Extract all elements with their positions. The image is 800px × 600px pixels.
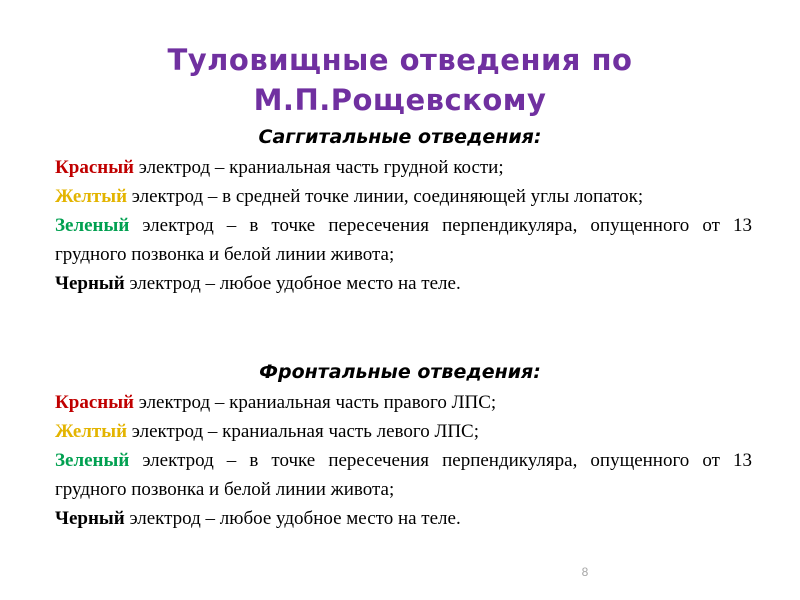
- frontal-item-black: [55, 504, 752, 533]
- item-text: электрод – в точке пересечения перпендикуляра, опущенного от 13 грудного позвонка и белой линии живота;: [55, 215, 752, 265]
- black-electrode-label: Черный: [55, 273, 125, 294]
- slide-title-line-1: Туловищные отведения по: [167, 43, 633, 77]
- item-text: электрод – в точке пересечения перпендикуляра, опущенного от 13 грудного позвонка и белой линии живота;: [55, 450, 752, 500]
- sagittal-item-yellow: [55, 182, 752, 211]
- slide-title-line-2: М.П.Рощевскому: [253, 83, 547, 117]
- green-electrode-label: Зеленый: [55, 215, 130, 236]
- frontal-list: [55, 388, 752, 533]
- yellow-electrode-label: Желтый: [55, 421, 128, 442]
- yellow-electrode-label: Желтый: [55, 186, 128, 207]
- green-electrode-label: Зеленый: [55, 450, 130, 471]
- item-text: электрод – в средней точке линии, соединяющей углы лопаток;: [127, 186, 644, 207]
- sagittal-list: [55, 153, 752, 298]
- black-electrode-label: Черный: [55, 508, 125, 529]
- slide-title: [0, 40, 800, 120]
- item-text: электрод – краниальная часть правого ЛПС;: [134, 392, 497, 413]
- frontal-item-red: [55, 388, 752, 417]
- frontal-item-yellow: [55, 417, 752, 446]
- item-text: электрод – любое удобное место на теле.: [124, 273, 461, 294]
- red-electrode-label: Красный: [55, 157, 135, 178]
- sagittal-item-black: [55, 269, 752, 298]
- frontal-item-green: [55, 446, 752, 504]
- sagittal-item-green: [55, 211, 752, 269]
- sagittal-item-red: [55, 153, 752, 182]
- item-text: электрод – краниальная часть левого ЛПС;: [127, 421, 480, 442]
- item-text: электрод – любое удобное место на теле.: [124, 508, 461, 529]
- sagittal-heading: Саггитальные отведения:: [258, 126, 542, 148]
- frontal-heading: Фронтальные отведения:: [259, 361, 541, 383]
- item-text: электрод – краниальная часть грудной кости;: [134, 157, 504, 178]
- page-number: 8: [581, 565, 589, 579]
- red-electrode-label: Красный: [55, 392, 135, 413]
